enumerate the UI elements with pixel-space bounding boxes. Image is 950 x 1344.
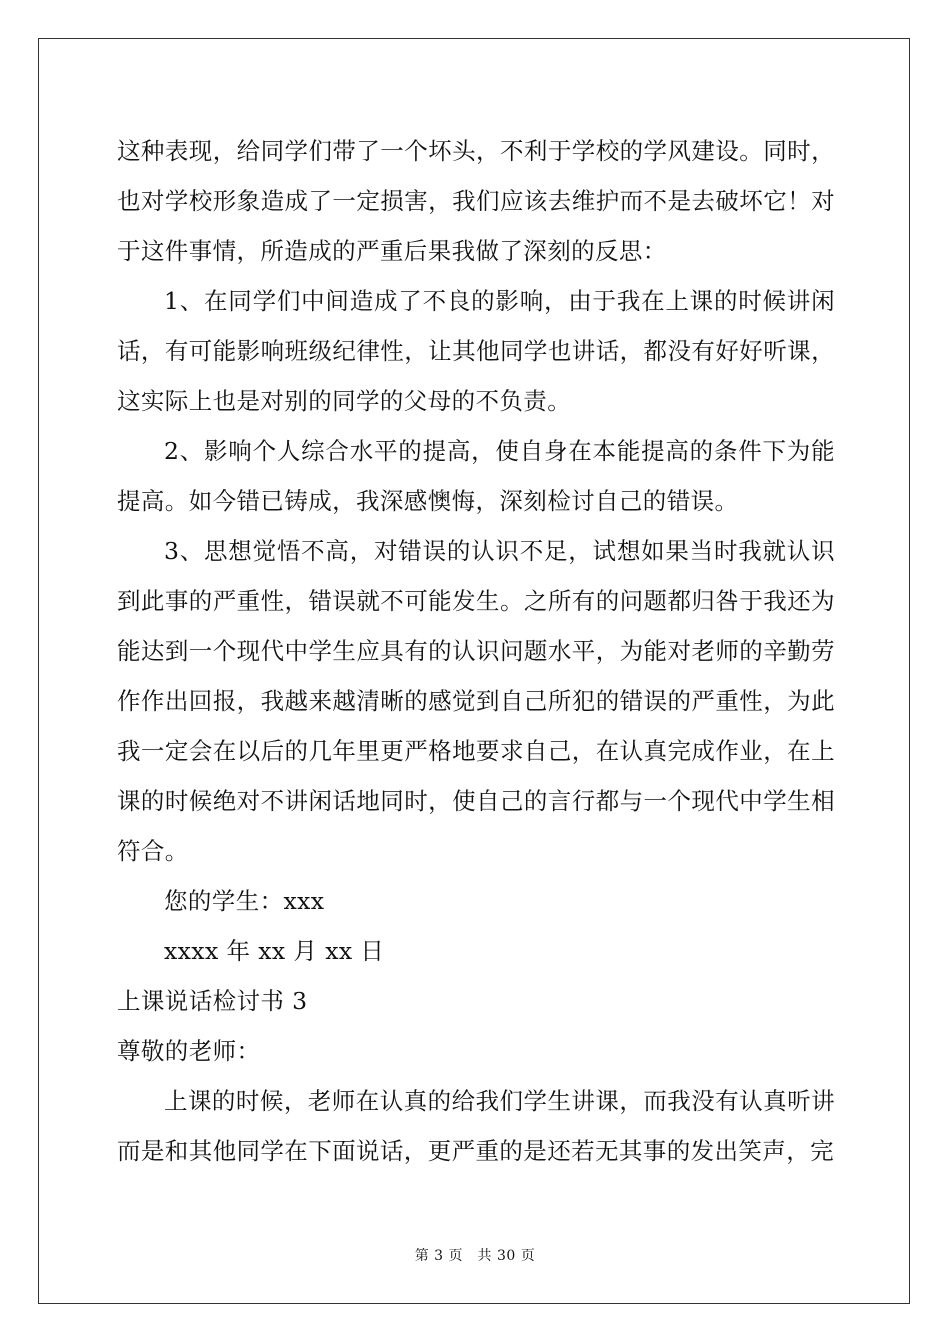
page-footer: 第 3 页 共 30 页 — [414, 1248, 536, 1264]
paragraph: 上课的时候，老师在认真的给我们学生讲课，而我没有认真听讲而是和其他同学在下面说话，更严重的是还若无其事的发出笑声，完 — [117, 1087, 835, 1165]
paragraph: 这种表现，给同学们带了一个坏头，不利于学校的学风建设。同时，也对学校形象造成了一定损害，我们应该去维护而不是去破坏它！对于这件事情，所造成的严重后果我做了深刻的反思： — [117, 137, 835, 265]
paragraph: 1、在同学们中间造成了不良的影响，由于我在上课的时候讲闲话，有可能影响班级纪律性，让其他同学也讲话，都没有好好听课，这实际上也是对别的同学的父母的不负责。 — [117, 287, 835, 415]
date: xxxx 年 xx 月 xx 日 — [164, 937, 385, 965]
document-body — [117, 126, 835, 1176]
paragraph: 3、思想觉悟不高，对错误的认识不足，试想如果当时我就认识到此事的严重性，错误就不可能发生。之所有的问题都归咎于我还为能达到一个现代中学生应具有的认识问题水平，为能对老师的辛勤劳作作出回报，我越来越清晰的感觉到自己所犯的错误的严重性，为此我一定会在以后的几年里更严格地要求自己，在认真完成作业，在上课的时候绝对不讲闲话地同时，使自己的言行都与一个现代中学生相符合。 — [117, 537, 835, 865]
section-title: 上课说话检讨书 3 — [117, 987, 308, 1015]
paragraph: 2、影响个人综合水平的提高，使自身在本能提高的条件下为能提高。如今错已铸成，我深感懊悔，深刻检讨自己的错误。 — [117, 437, 835, 515]
signature: 您的学生：xxx — [164, 887, 325, 915]
salutation: 尊敬的老师： — [117, 1037, 261, 1065]
